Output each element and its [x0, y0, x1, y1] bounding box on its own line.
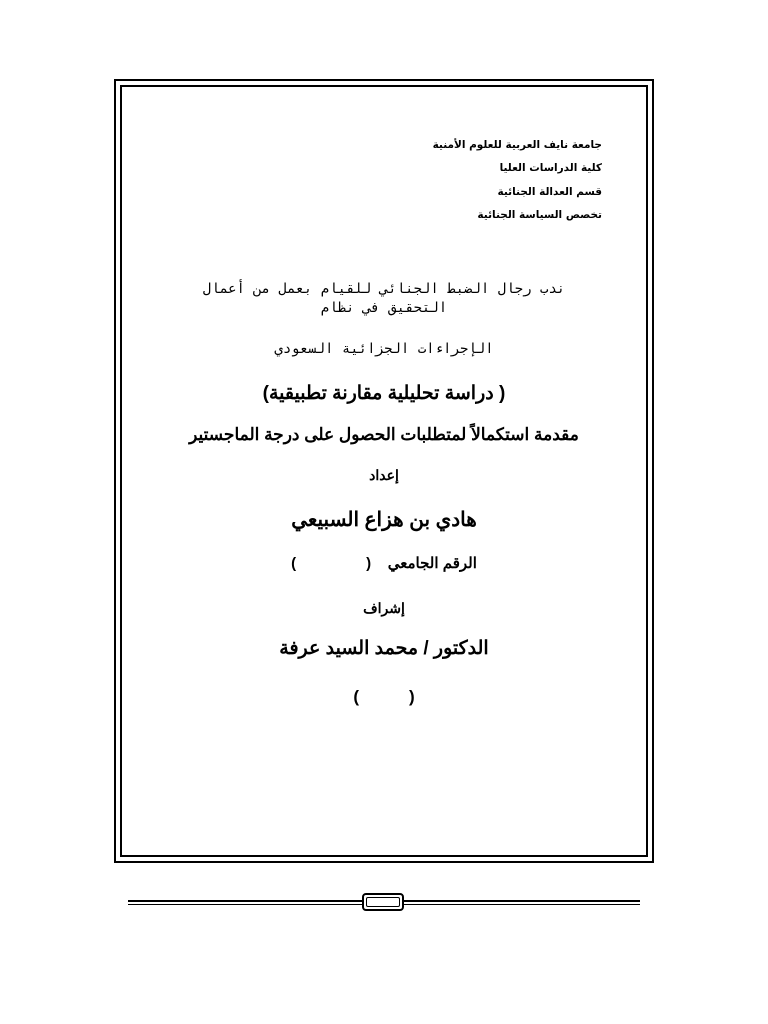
department-name: قسم العدالة الجنائية: [497, 186, 602, 198]
page-border-outer: [114, 79, 654, 863]
student-id-paren-open: (: [366, 555, 372, 572]
supervisor-name: الدكتور / محمد السيد عرفة: [279, 638, 489, 659]
prepared-by-label: إعداد: [369, 467, 399, 483]
supervision-label: إشراف: [363, 600, 405, 616]
specialization-name: تخصص السياسة الجنائية: [477, 209, 602, 221]
thesis-title-line-3: الإجراءات الجزائية السعودي: [274, 341, 494, 357]
page-number-box-inner: [366, 897, 400, 907]
supervisor-paren-row: [122, 687, 646, 707]
supervisor-paren-open: (: [409, 687, 415, 706]
study-type: ( دراسة تحليلية مقارنة تطبيقية): [262, 383, 506, 404]
university-name: جامعة نايف العربية للعلوم الأمنية: [432, 139, 602, 151]
student-id-label: الرقم الجامعي: [387, 555, 477, 572]
supervisor-paren-close: ): [353, 687, 359, 706]
student-id-paren-close: ): [291, 555, 297, 572]
student-id-row: [122, 554, 646, 572]
thesis-title-line-2: التحقيق في نظام: [320, 300, 448, 316]
page-number-box: [362, 893, 404, 911]
thesis-title-line-1: ندب رجال الضبط الجنائي للقيام بعمل من أعمال: [202, 281, 566, 297]
footer-rule-right: [402, 900, 640, 905]
page-border-inner: [120, 85, 648, 857]
footer-rule-left: [128, 900, 364, 905]
author-name: هادي بن هزاع السبيعي: [291, 509, 477, 531]
submission-statement: مقدمة استكمالاً لمتطلبات الحصول على درجة الماجستير: [189, 425, 579, 444]
college-name: كلية الدراسات العليا: [499, 162, 602, 174]
